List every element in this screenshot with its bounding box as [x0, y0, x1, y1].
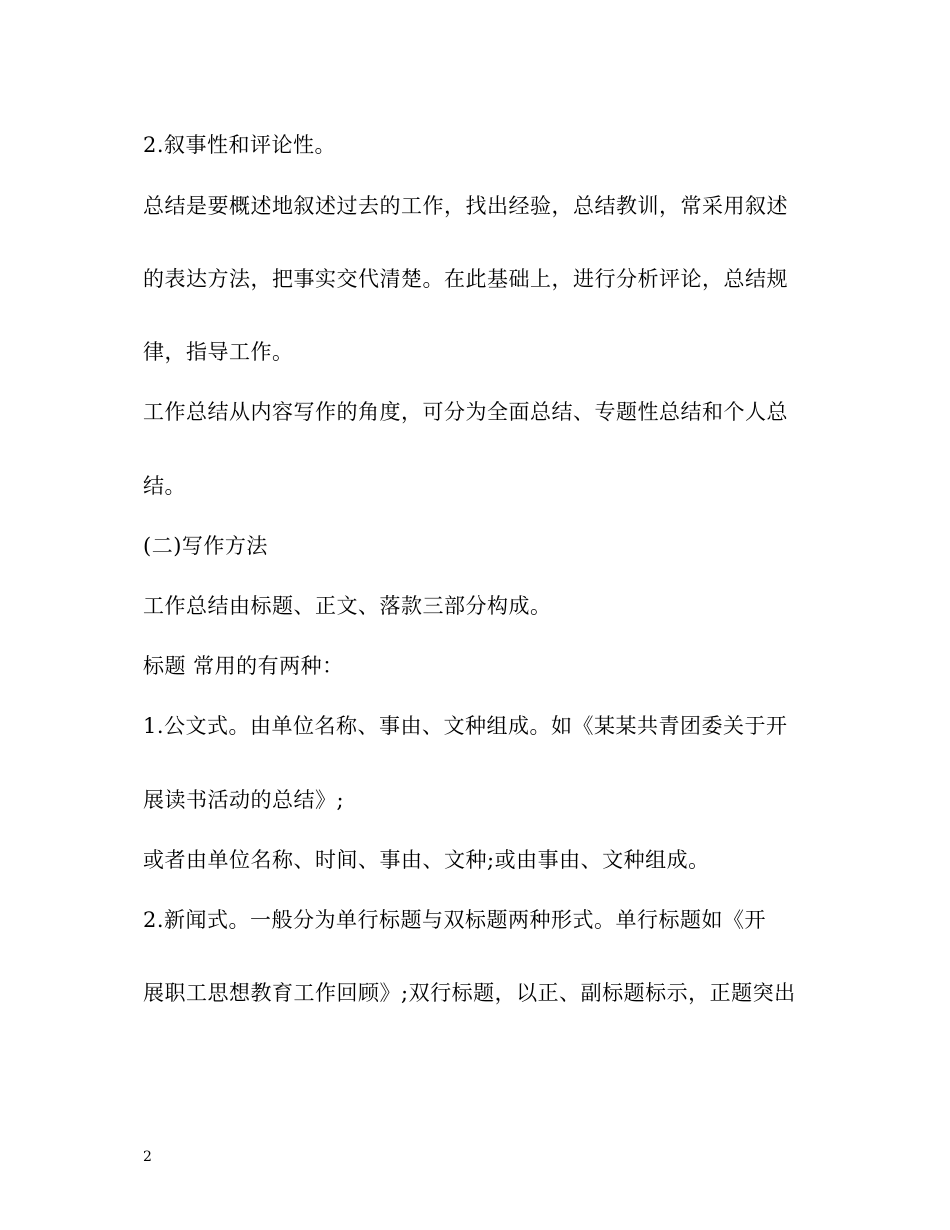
- text-line: 2.新闻式。一般分为单行标题与双标题两种形式。单行标题如《开: [143, 908, 767, 932]
- page-number: 2: [143, 1149, 152, 1165]
- text-line: 总结是要概述地叙述过去的工作，找出经验，总结教训，常采用叙述: [143, 194, 788, 218]
- section-heading: (二)写作方法: [143, 534, 268, 558]
- text-line: 或者由单位名称、时间、事由、文种;或由事由、文种组成。: [143, 848, 710, 872]
- text-line: 展职工思想教育工作回顾》;双行标题，以正、副标题标示，正题突出: [143, 981, 796, 1005]
- text-line: 工作总结由标题、正文、落款三部分构成。: [143, 594, 552, 618]
- text-line: 工作总结从内容写作的角度，可分为全面总结、专题性总结和个人总: [143, 400, 788, 424]
- text-line: 结。: [143, 474, 186, 498]
- text-line: 1.公文式。由单位名称、事由、文种组成。如《某某共青团委关于开: [143, 714, 788, 738]
- text-line: 展读书活动的总结》;: [143, 788, 345, 812]
- text-line: 的表达方法，把事实交代清楚。在此基础上，进行分析评论，总结规: [143, 267, 788, 291]
- text-line: 律，指导工作。: [143, 340, 294, 364]
- text-line: 标题 常用的有两种：: [143, 654, 344, 678]
- text-line: 2.叙事性和评论性。: [143, 133, 337, 157]
